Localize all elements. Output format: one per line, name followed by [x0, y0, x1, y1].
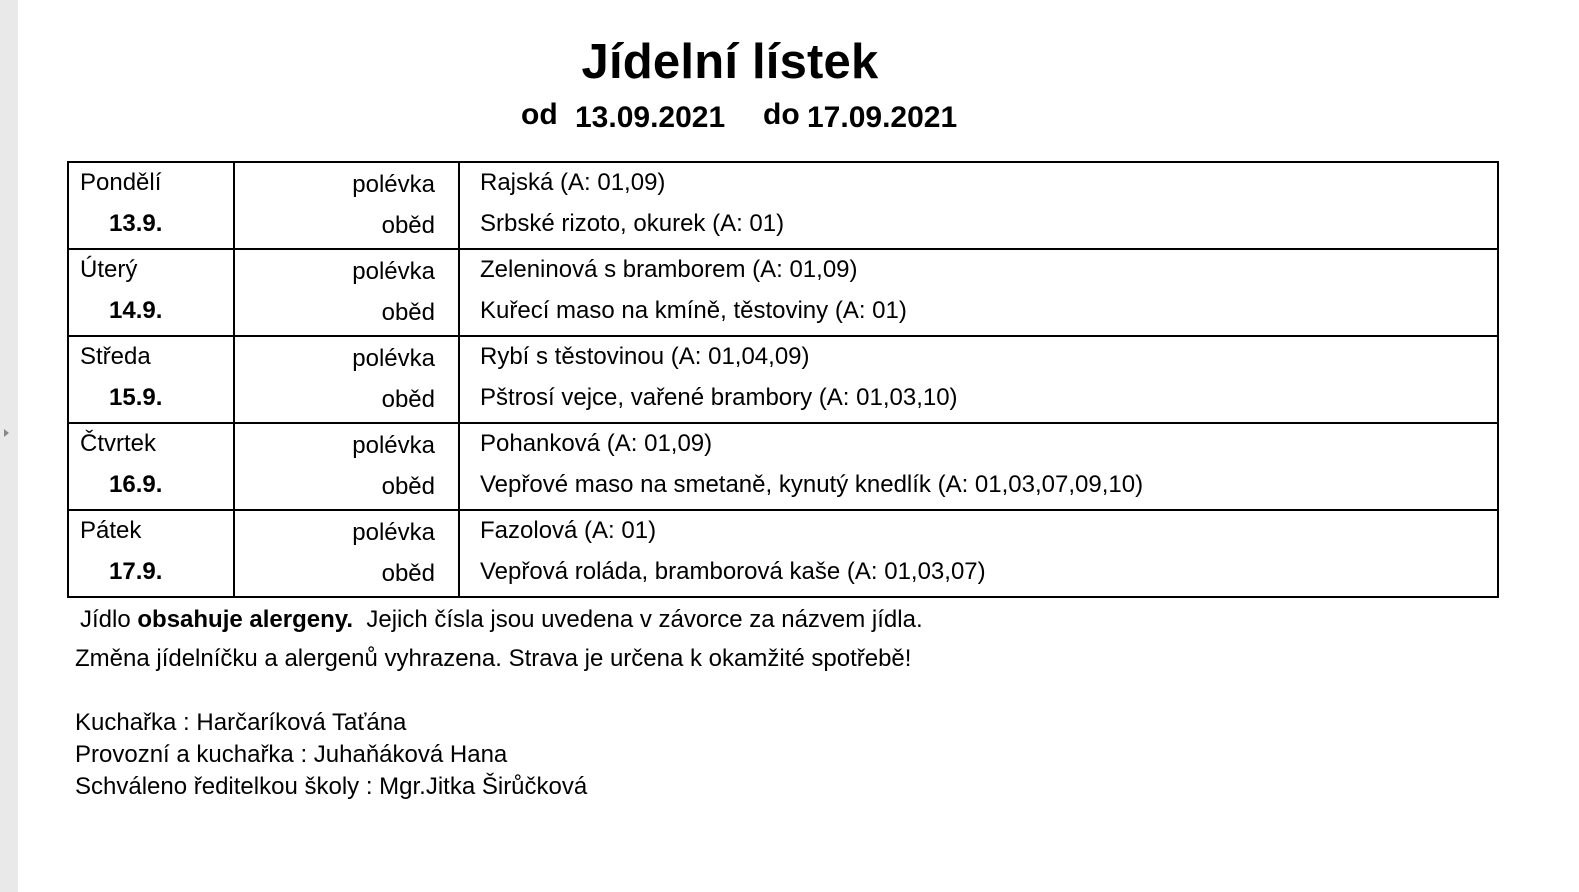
- day-name: Středa: [80, 343, 151, 370]
- day-date: 13.9.: [109, 210, 163, 237]
- page-title: Jídelní lístek: [581, 35, 879, 89]
- main-label: oběd: [381, 473, 435, 500]
- meal-type-cell: [234, 510, 459, 597]
- day-name: Úterý: [80, 256, 138, 283]
- day-cell: [68, 423, 234, 510]
- dish-cell: [459, 249, 1498, 336]
- period-to-date: 17.09.2021: [807, 101, 958, 134]
- dish-cell: [459, 423, 1498, 510]
- meal-type-cell: [234, 423, 459, 510]
- expand-arrow-icon[interactable]: [4, 429, 9, 437]
- day-cell: [68, 510, 234, 597]
- dish-cell: [459, 162, 1498, 249]
- dish-cell: [459, 336, 1498, 423]
- allergen-note: [80, 606, 923, 634]
- menu-table: [67, 161, 1499, 598]
- staff-operations-cook: Provozní a kuchařka : Juhaňáková Hana: [75, 741, 508, 768]
- allergen-note-bold: obsahuje alergeny.: [137, 606, 353, 633]
- allergen-note-prefix: Jídlo: [80, 606, 131, 633]
- meal-type-cell: [234, 336, 459, 423]
- soup-dish: Zeleninová s bramborem (A: 01,09): [480, 256, 858, 283]
- day-cell: [68, 249, 234, 336]
- staff-approved-by: Schváleno ředitelkou školy : Mgr.Jitka Širůčková: [75, 773, 588, 800]
- main-label: oběd: [381, 386, 435, 413]
- menu-row-wednesday: [68, 336, 1498, 423]
- soup-label: polévka: [352, 258, 435, 285]
- menu-row-thursday: [68, 423, 1498, 510]
- main-dish: Vepřová roláda, bramborová kaše (A: 01,03,07): [480, 558, 986, 585]
- period-from-date: 13.09.2021: [575, 101, 726, 134]
- left-gutter: [0, 0, 18, 892]
- day-name: Čtvrtek: [80, 430, 157, 457]
- soup-label: polévka: [352, 345, 435, 372]
- main-label: oběd: [381, 299, 435, 326]
- day-cell: [68, 336, 234, 423]
- soup-label: polévka: [352, 432, 435, 459]
- meal-type-cell: [234, 249, 459, 336]
- soup-dish: Pohanková (A: 01,09): [480, 430, 713, 457]
- allergen-note-suffix: Jejich čísla jsou uvedena v závorce za názvem jídla.: [366, 606, 923, 633]
- day-date: 14.9.: [109, 297, 163, 324]
- soup-dish: Rajská (A: 01,09): [480, 169, 666, 196]
- staff-cook: Kuchařka : Harčaríková Taťána: [75, 709, 407, 736]
- main-dish: Kuřecí maso na kmíně, těstoviny (A: 01): [480, 297, 907, 324]
- change-notice: Změna jídelníčku a alergenů vyhrazena. Strava je určena k okamžité spotřebě!: [75, 645, 912, 672]
- menu-row-monday: [68, 162, 1498, 249]
- meal-type-cell: [234, 162, 459, 249]
- period-to-label: do: [763, 98, 800, 131]
- main-dish: Pštrosí vejce, vařené brambory (A: 01,03,10): [480, 384, 958, 411]
- day-date: 15.9.: [109, 384, 163, 411]
- soup-label: polévka: [352, 171, 435, 198]
- main-label: oběd: [381, 212, 435, 239]
- day-date: 16.9.: [109, 471, 163, 498]
- day-name: Pátek: [80, 517, 142, 544]
- main-label: oběd: [381, 560, 435, 587]
- main-dish: Srbské rizoto, okurek (A: 01): [480, 210, 785, 237]
- dish-cell: [459, 510, 1498, 597]
- day-date: 17.9.: [109, 558, 163, 585]
- soup-label: polévka: [352, 519, 435, 546]
- day-cell: [68, 162, 234, 249]
- day-name: Pondělí: [80, 169, 162, 196]
- period-from-label: od: [521, 98, 558, 131]
- menu-row-friday: [68, 510, 1498, 597]
- soup-dish: Fazolová (A: 01): [480, 517, 657, 544]
- soup-dish: Rybí s těstovinou (A: 01,04,09): [480, 343, 810, 370]
- menu-row-tuesday: [68, 249, 1498, 336]
- main-dish: Vepřové maso na smetaně, kynutý knedlík (A: 01,03,07,09,10): [480, 471, 1144, 498]
